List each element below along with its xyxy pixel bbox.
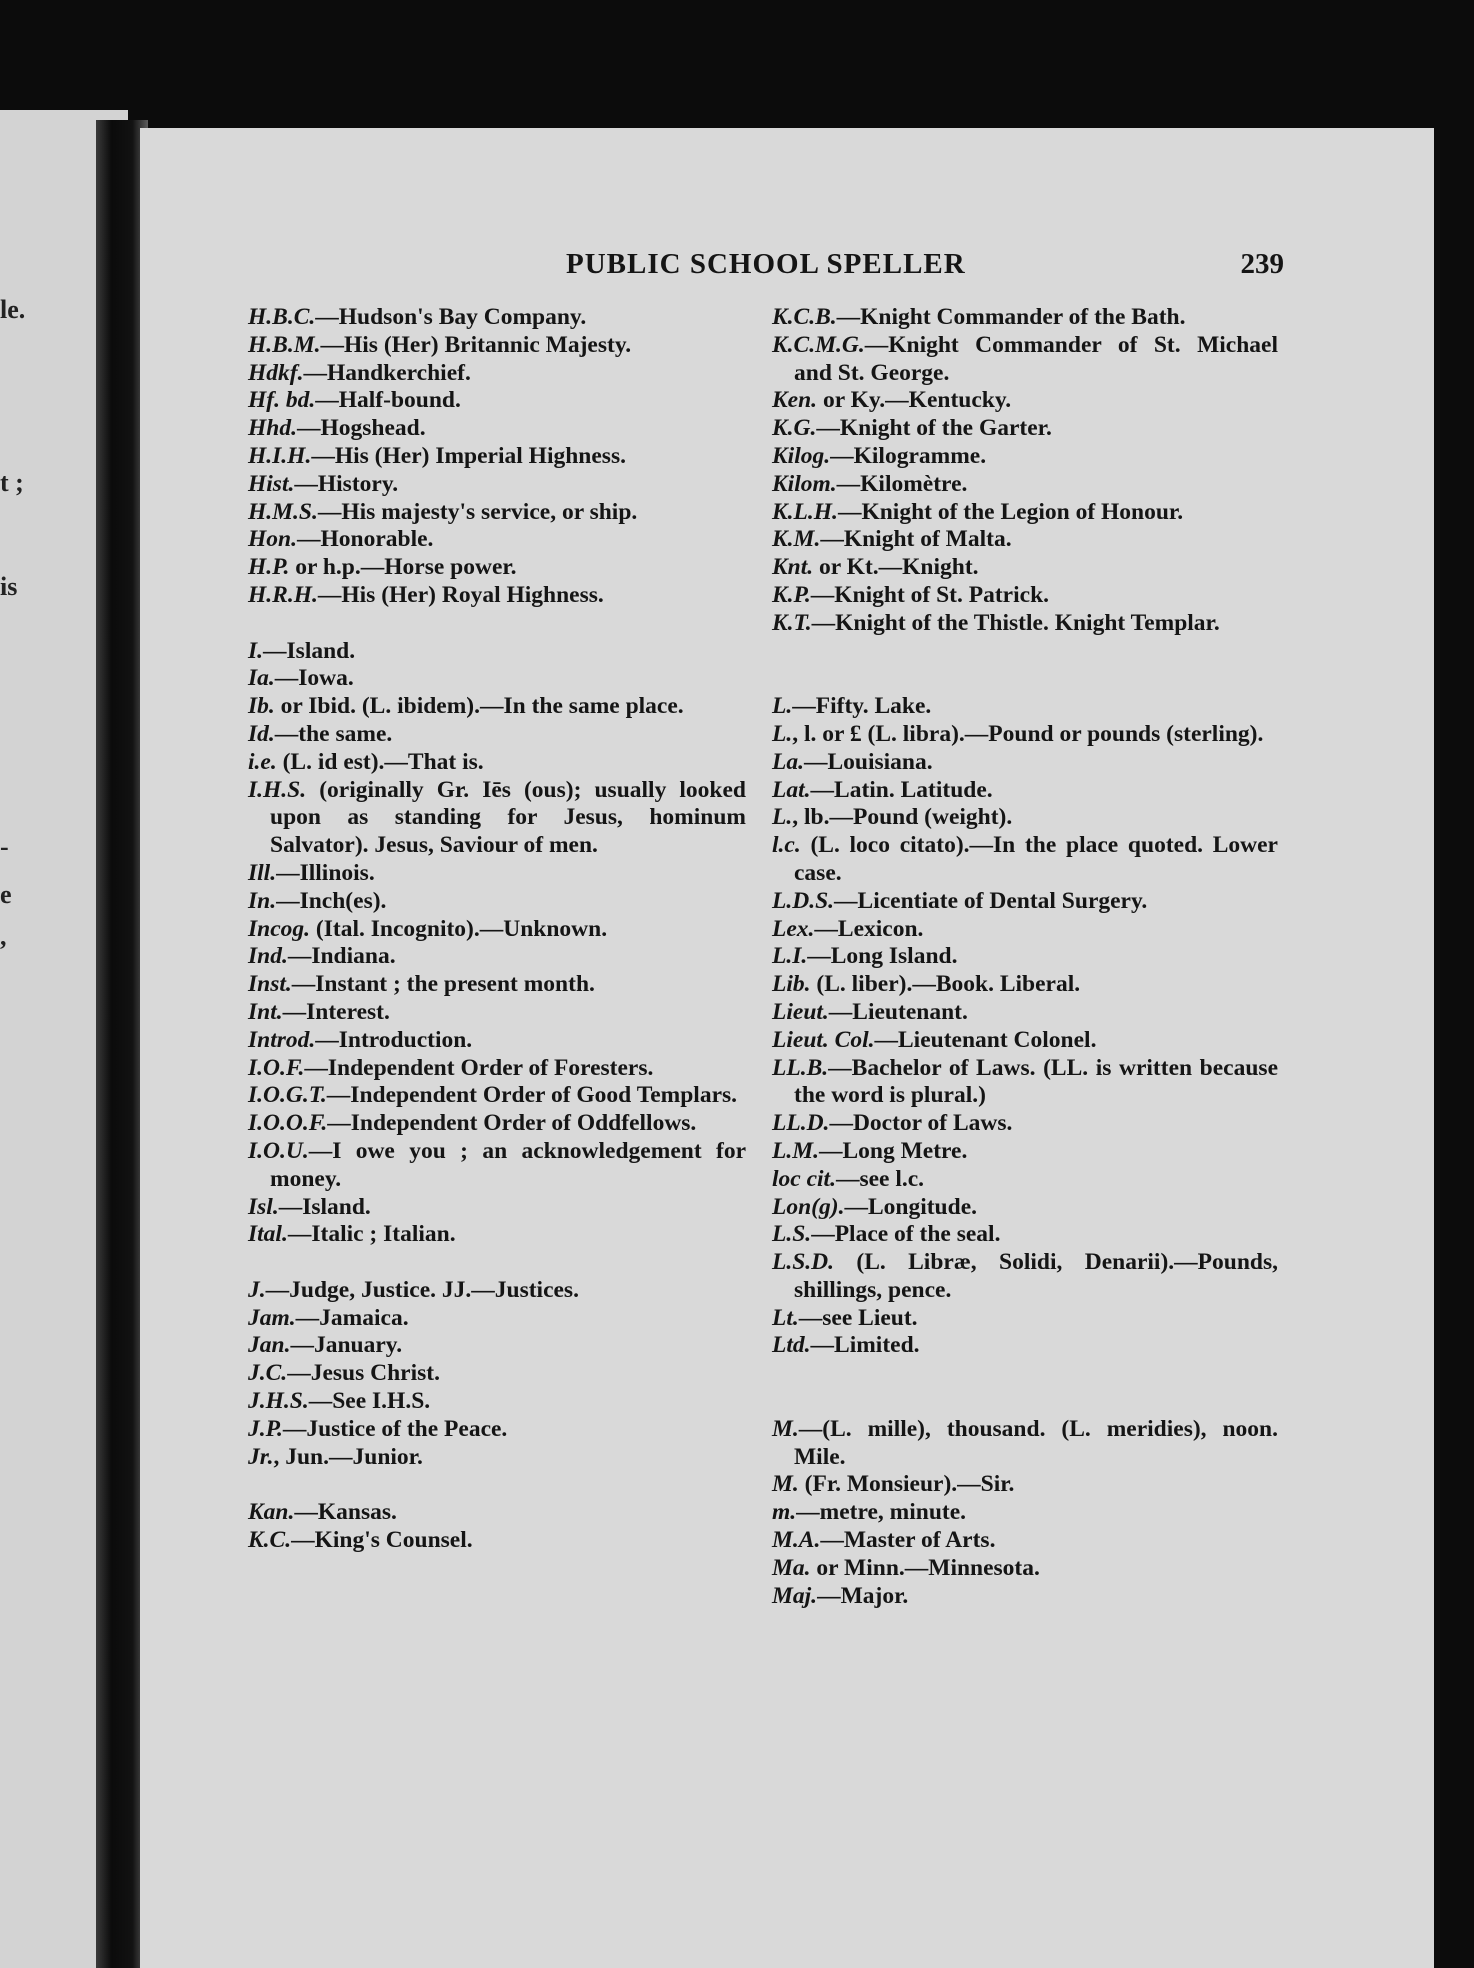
abbreviation-entry	[772, 1221, 1278, 1249]
abbreviation-definition: (L. id est).—That is.	[276, 748, 484, 775]
abbreviation-entry	[248, 1027, 746, 1055]
abbreviation-term: Ib.	[248, 693, 275, 720]
abbreviation-definition: —Place of the seal.	[811, 1221, 1001, 1248]
abbreviation-term: L.M.	[772, 1137, 819, 1164]
abbreviation-definition: —His (Her) Royal Highness.	[317, 581, 604, 608]
abbreviation-term: Lieut. Col.	[772, 1026, 875, 1053]
abbreviation-term: J.P.	[248, 1415, 283, 1442]
abbreviation-entry	[248, 1388, 746, 1416]
abbreviation-definition: , l. or £ (L. libra).—Pound or pounds (sterling).	[792, 720, 1264, 747]
abbreviation-entry	[772, 1055, 1278, 1111]
abbreviation-entry	[248, 415, 746, 443]
abbreviation-entry	[772, 1416, 1278, 1472]
abbreviation-term: K.G.	[772, 415, 817, 442]
abbreviation-term: Id.	[248, 720, 275, 747]
facing-page-fragment: is	[0, 572, 18, 601]
section-gap	[772, 665, 1278, 693]
abbreviation-term: m.	[772, 1499, 797, 1526]
abbreviation-definition: —Independent Order of Oddfellows.	[327, 1110, 697, 1137]
abbreviation-entry	[248, 777, 746, 860]
abbreviation-term: LL.B.	[772, 1054, 829, 1081]
abbreviation-term: Inst.	[248, 971, 292, 998]
abbreviation-term: Kan.	[248, 1499, 295, 1526]
abbreviation-entry	[772, 888, 1278, 916]
abbreviation-definition: —See I.H.S.	[308, 1388, 431, 1415]
abbreviation-entry	[772, 443, 1278, 471]
abbreviation-term: In.	[248, 887, 277, 914]
abbreviation-entry	[248, 1527, 746, 1555]
abbreviation-definition: —Illinois.	[276, 859, 375, 886]
abbreviation-entry	[248, 499, 746, 527]
abbreviation-term: Incog.	[248, 915, 311, 942]
abbreviation-entry	[248, 916, 746, 944]
abbreviation-entry	[772, 1138, 1278, 1166]
abbreviation-entry	[248, 1194, 746, 1222]
abbreviation-entry	[248, 1499, 746, 1527]
abbreviation-definition: —Indiana.	[287, 943, 396, 970]
abbreviation-definition: —Island.	[278, 1193, 371, 1220]
abbreviation-definition: or Ibid. (L. ibidem).—In the same place.	[274, 693, 684, 720]
abbreviation-definition: —Lieutenant.	[828, 998, 968, 1025]
section-gap	[772, 1360, 1278, 1388]
abbreviation-definition: or Kt.—Knight.	[813, 554, 979, 581]
abbreviation-entry	[248, 1082, 746, 1110]
abbreviation-entry	[248, 387, 746, 415]
abbreviation-definition: —Louisiana.	[803, 748, 933, 775]
abbreviation-term: L.	[772, 720, 793, 747]
section-gap	[248, 1249, 746, 1277]
abbreviation-term: Ma.	[772, 1554, 811, 1581]
section-gap	[772, 1388, 1278, 1416]
page-header	[140, 248, 1434, 298]
abbreviation-entry	[248, 749, 746, 777]
abbreviation-entry	[772, 721, 1278, 749]
abbreviation-term: Isl.	[248, 1193, 279, 1220]
abbreviation-definition: —Knight of the Garter.	[816, 415, 1052, 442]
section-gap	[248, 610, 746, 638]
abbreviation-entry	[248, 1444, 746, 1472]
abbreviation-term: Maj.	[772, 1582, 818, 1609]
abbreviation-term: M.	[772, 1471, 799, 1498]
abbreviation-term: H.R.H.	[248, 581, 318, 608]
abbreviation-term: Introd.	[248, 1026, 316, 1053]
abbreviation-term: L.	[772, 804, 793, 831]
abbreviation-definition: (originally Gr. Iēs (ous); usually looked upon as standing for Jesus, hominum Salvator). Jesus, Saviour of men.	[270, 776, 746, 859]
abbreviation-term: Hist.	[248, 470, 295, 497]
abbreviation-entry	[248, 360, 746, 388]
abbreviation-definition: (L. liber).—Book. Liberal.	[810, 971, 1081, 998]
abbreviation-entry	[772, 415, 1278, 443]
right-column	[772, 304, 1278, 1610]
facing-page-fragment: t ;	[0, 468, 24, 497]
abbreviation-entry	[772, 526, 1278, 554]
abbreviation-definition: —Doctor of Laws.	[829, 1110, 1013, 1137]
abbreviation-term: J.	[248, 1276, 266, 1303]
abbreviation-term: Lat.	[772, 776, 811, 803]
abbreviation-term: l.c.	[772, 832, 801, 859]
abbreviation-definition: —Latin. Latitude.	[810, 776, 993, 803]
abbreviation-definition: —see l.c.	[835, 1165, 925, 1192]
abbreviation-entry	[772, 1166, 1278, 1194]
abbreviation-term: Hhd.	[248, 415, 297, 442]
abbreviation-definition: —Honorable.	[296, 526, 434, 553]
abbreviation-term: H.B.C.	[248, 304, 316, 330]
abbreviation-entry	[248, 888, 746, 916]
abbreviation-term: K.C.	[248, 1527, 292, 1554]
abbreviation-term: Int.	[248, 998, 283, 1025]
abbreviation-term: Hdkf.	[248, 359, 304, 386]
abbreviation-definition: —Limited.	[810, 1332, 920, 1359]
abbreviation-definition: —Handkerchief.	[303, 359, 471, 386]
abbreviation-entry	[248, 638, 746, 666]
abbreviation-term: i.e.	[248, 748, 277, 775]
abbreviation-definition: —Hogshead.	[296, 415, 426, 442]
abbreviation-entry	[772, 971, 1278, 999]
abbreviation-definition: —Kilomètre.	[836, 470, 968, 497]
abbreviation-definition: —Lieutenant Colonel.	[874, 1026, 1097, 1053]
abbreviation-term: H.P.	[248, 554, 290, 581]
abbreviation-definition: —Justice of the Peace.	[282, 1415, 508, 1442]
abbreviation-definition: —Half-bound.	[315, 387, 461, 414]
abbreviation-definition: —Interest.	[282, 998, 390, 1025]
abbreviation-definition: —Knight of the Legion of Honour.	[837, 498, 1184, 525]
abbreviation-definition: —King's Counsel.	[291, 1527, 473, 1554]
abbreviation-entry	[772, 582, 1278, 610]
abbreviation-entry	[772, 1555, 1278, 1583]
abbreviation-term: Lon(g).	[772, 1193, 845, 1220]
abbreviation-definition: —Kansas.	[294, 1499, 397, 1526]
abbreviation-term: H.B.M.	[248, 331, 321, 358]
abbreviation-definition: —Judge, Justice. JJ.—Justices.	[265, 1276, 579, 1303]
abbreviation-entry	[772, 1583, 1278, 1611]
abbreviation-entry	[248, 1360, 746, 1388]
abbreviation-entry	[772, 304, 1278, 332]
abbreviation-definition: —Iowa.	[274, 665, 354, 692]
abbreviation-entry	[248, 1138, 746, 1194]
abbreviation-term: I.O.U.	[248, 1137, 309, 1164]
abbreviation-definition: —Knight Commander of St. Michael and St. George.	[794, 331, 1278, 386]
abbreviation-entry	[772, 1249, 1278, 1305]
abbreviation-entry	[248, 1221, 746, 1249]
abbreviation-term: I.O.G.T.	[248, 1082, 327, 1109]
abbreviation-definition: , Jun.—Junior.	[273, 1443, 423, 1470]
abbreviation-entry	[772, 804, 1278, 832]
page-number: 239	[1240, 248, 1284, 280]
abbreviation-definition: —Knight Commander of the Bath.	[836, 304, 1186, 330]
abbreviation-term: K.T.	[772, 609, 812, 636]
abbreviation-term: L.	[772, 693, 793, 720]
abbreviation-term: Ind.	[248, 943, 288, 970]
abbreviation-definition: —Jamaica.	[295, 1304, 409, 1331]
abbreviation-definition: or h.p.—Horse power.	[289, 554, 517, 581]
abbreviation-entry	[248, 443, 746, 471]
abbreviation-term: K.C.B.	[772, 304, 837, 330]
abbreviation-entry	[248, 1110, 746, 1138]
abbreviation-term: Hf. bd.	[248, 387, 316, 414]
abbreviation-term: Ia.	[248, 665, 275, 692]
abbreviation-entry	[772, 1471, 1278, 1499]
abbreviation-entry	[772, 554, 1278, 582]
abbreviation-entry	[772, 471, 1278, 499]
abbreviation-definition: —Jesus Christ.	[287, 1360, 440, 1387]
abbreviation-definition: —the same.	[274, 720, 393, 747]
abbreviation-entry	[248, 665, 746, 693]
abbreviation-entry	[248, 582, 746, 610]
abbreviation-definition: —Independent Order of Foresters.	[304, 1054, 654, 1081]
abbreviation-definition: —metre, minute.	[796, 1499, 967, 1526]
abbreviation-entry	[772, 777, 1278, 805]
abbreviation-entry	[248, 1332, 746, 1360]
abbreviation-definition: —Independent Order of Good Templars.	[326, 1082, 738, 1109]
abbreviation-entry	[248, 304, 746, 332]
abbreviation-definition: —Long Island.	[807, 943, 958, 970]
abbreviation-entry	[248, 943, 746, 971]
abbreviation-entry	[772, 1332, 1278, 1360]
abbreviation-definition: (L. Libræ, Solidi, Denarii).—Pounds, shillings, pence.	[794, 1249, 1278, 1303]
abbreviation-entry	[248, 332, 746, 360]
abbreviation-entry	[772, 1194, 1278, 1222]
abbreviation-definition: —Introduction.	[315, 1026, 473, 1053]
abbreviation-definition: —History.	[294, 470, 399, 497]
abbreviation-term: Kilom.	[772, 470, 837, 497]
abbreviation-entry	[248, 554, 746, 582]
abbreviation-term: I.H.S.	[248, 776, 307, 803]
abbreviation-definition: (L. loco citato).—In the place quoted. Lower case.	[794, 832, 1278, 886]
abbreviation-entry	[772, 943, 1278, 971]
abbreviation-term: L.S.D.	[772, 1249, 835, 1276]
abbreviation-definition: —Bachelor of Laws. (LL. is written because the word is plural.)	[794, 1054, 1278, 1109]
abbreviation-term: H.M.S.	[248, 498, 318, 525]
abbreviation-entry	[248, 721, 746, 749]
abbreviation-definition: —Kilogramme.	[830, 442, 987, 469]
running-head: PUBLIC SCHOOL SPELLER	[566, 248, 966, 280]
abbreviation-definition: —Longitude.	[844, 1193, 977, 1220]
abbreviation-term: K.C.M.G.	[772, 331, 865, 358]
abbreviation-term: Jan.	[248, 1332, 291, 1359]
abbreviation-entry	[772, 1527, 1278, 1555]
abbreviation-entry	[772, 693, 1278, 721]
abbreviation-entry	[248, 1416, 746, 1444]
abbreviation-definition: or Minn.—Minnesota.	[810, 1554, 1040, 1581]
abbreviation-entry	[248, 471, 746, 499]
abbreviation-term: Ital.	[248, 1221, 288, 1248]
abbreviation-term: loc cit.	[772, 1165, 836, 1192]
abbreviation-term: L.D.S.	[772, 887, 835, 914]
abbreviation-definition: —Fifty. Lake.	[792, 693, 932, 720]
abbreviation-term: Ill.	[248, 859, 277, 886]
section-gap	[248, 1471, 746, 1499]
abbreviation-entry	[772, 1110, 1278, 1138]
abbreviation-entry	[248, 1055, 746, 1083]
abbreviation-entry	[772, 1499, 1278, 1527]
abbreviation-term: L.I.	[772, 943, 808, 970]
abbreviation-definition: —Knight of the Thistle. Knight Templar.	[811, 609, 1220, 636]
abbreviation-definition: —Island.	[263, 637, 356, 664]
abbreviation-term: Lieut.	[772, 998, 829, 1025]
abbreviation-entry	[248, 693, 746, 721]
abbreviation-term: Lib.	[772, 971, 811, 998]
abbreviation-entry	[772, 916, 1278, 944]
abbreviation-term: Hon.	[248, 526, 297, 553]
abbreviation-definition: —Inch(es).	[276, 887, 387, 914]
facing-page-fragment: le.	[0, 295, 26, 324]
abbreviation-entry	[772, 999, 1278, 1027]
facing-page-fragment: -	[0, 832, 9, 861]
abbreviation-definition: —Major.	[817, 1582, 909, 1609]
abbreviation-entry	[248, 860, 746, 888]
abbreviation-entry	[772, 499, 1278, 527]
abbreviation-term: Lt.	[772, 1304, 799, 1331]
abbreviation-term: K.P.	[772, 581, 811, 608]
abbreviation-definition: —Lexicon.	[814, 915, 924, 942]
abbreviation-definition: , lb.—Pound (weight).	[792, 804, 1013, 831]
abbreviation-definition: —His (Her) Imperial Highness.	[311, 442, 626, 469]
abbreviation-definition: (Ital. Incognito).—Unknown.	[310, 915, 608, 942]
abbreviation-term: La.	[772, 748, 804, 775]
abbreviation-term: Jr.	[248, 1443, 274, 1470]
left-column	[248, 304, 746, 1555]
abbreviation-definition: —Master of Arts.	[820, 1527, 996, 1554]
abbreviation-entry	[772, 332, 1278, 388]
abbreviation-entry	[772, 387, 1278, 415]
abbreviation-term: Jam.	[248, 1304, 296, 1331]
abbreviation-entry	[772, 749, 1278, 777]
abbreviation-term: Knt.	[772, 554, 814, 581]
abbreviation-definition: —see Lieut.	[798, 1304, 918, 1331]
book-page	[140, 128, 1434, 1968]
abbreviation-term: I.O.O.F.	[248, 1110, 328, 1137]
abbreviation-term: Ltd.	[772, 1332, 811, 1359]
abbreviation-term: H.I.H.	[248, 442, 312, 469]
abbreviation-entry	[248, 526, 746, 554]
abbreviation-definition: —His (Her) Britannic Majesty.	[320, 331, 632, 358]
abbreviation-entry	[248, 1305, 746, 1333]
facing-page-fragment: ,	[0, 922, 7, 951]
abbreviation-term: I.O.F.	[248, 1054, 305, 1081]
abbreviation-definition: —(L. mille), thousand. (L. meridies), noon. Mile.	[794, 1415, 1278, 1470]
abbreviation-term: M.A.	[772, 1527, 821, 1554]
section-gap	[772, 638, 1278, 666]
abbreviation-entry	[248, 999, 746, 1027]
abbreviation-definition: —Knight of Malta.	[820, 526, 1012, 553]
abbreviation-definition: —Long Metre.	[819, 1137, 968, 1164]
abbreviation-term: K.M.	[772, 526, 821, 553]
abbreviation-term: LL.D.	[772, 1110, 830, 1137]
abbreviation-definition: —Italic ; Italian.	[287, 1221, 456, 1248]
abbreviation-term: J.H.S.	[248, 1388, 309, 1415]
abbreviation-term: Lex.	[772, 915, 815, 942]
abbreviation-term: Kilog.	[772, 442, 831, 469]
abbreviation-definition: or Ky.—Kentucky.	[817, 387, 1012, 414]
abbreviation-definition: —Instant ; the present month.	[291, 971, 595, 998]
abbreviation-term: M.	[772, 1415, 799, 1442]
abbreviation-definition: —Licentiate of Dental Surgery.	[834, 887, 1148, 914]
abbreviation-definition: —January.	[290, 1332, 403, 1359]
abbreviation-definition: —Knight of St. Patrick.	[810, 581, 1050, 608]
abbreviation-term: I.	[248, 637, 264, 664]
abbreviation-entry	[248, 971, 746, 999]
abbreviation-definition: —Hudson's Bay Company.	[315, 304, 587, 330]
abbreviation-entry	[248, 1277, 746, 1305]
abbreviation-definition: —I owe you ; an acknowledgement for money.	[270, 1137, 746, 1192]
abbreviation-entry	[772, 1305, 1278, 1333]
abbreviation-entry	[772, 832, 1278, 888]
abbreviation-term: K.L.H.	[772, 498, 838, 525]
abbreviation-term: Ken.	[772, 387, 818, 414]
facing-page-fragment: e	[0, 880, 12, 909]
abbreviation-definition: —His majesty's service, or ship.	[317, 498, 638, 525]
abbreviation-definition: (Fr. Monsieur).—Sir.	[798, 1471, 1015, 1498]
abbreviation-term: J.C.	[248, 1360, 288, 1387]
abbreviation-entry	[772, 610, 1278, 638]
abbreviation-entry	[772, 1027, 1278, 1055]
abbreviation-term: L.S.	[772, 1221, 812, 1248]
